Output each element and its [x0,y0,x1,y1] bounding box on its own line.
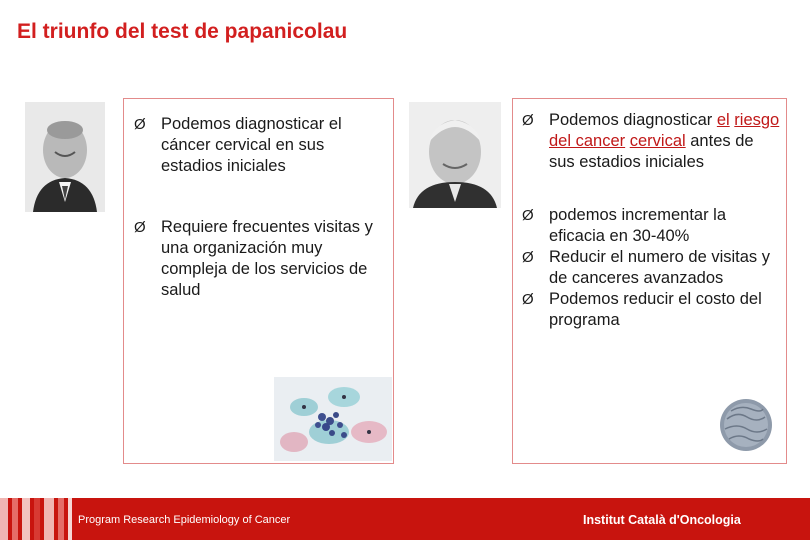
footer-stripe [68,498,72,540]
footer-program-name: Program Research Epidemiology of Cancer [78,514,291,526]
footer-stripe [22,498,30,540]
right-bullet-list [522,110,782,331]
left-bullet-list [134,114,388,301]
left-bullet-1: Ø Podemos diagnosticar el cáncer cervical en sus estadios iniciales [134,115,342,175]
right-bullet-4: Ø Podemos reducir el costo del programa [522,290,762,329]
hpv-virus-image [717,393,775,457]
right-bullet-1: Ø Podemos diagnosticar el riesgo del cancer cervical antes de sus estadios iniciales [522,111,780,171]
arrow-bullet-icon: Ø [522,291,534,308]
right-bullet-3: Ø Reducir el numero de visitas y de canceres avanzados [522,248,771,287]
portrait-papanicolaou [25,102,105,212]
footer-stripe [0,498,8,540]
arrow-bullet-icon: Ø [134,219,146,236]
left-bullet-2: Ø Requiere frecuentes visitas y una organización muy compleja de los servicios de salud [134,218,373,299]
arrow-bullet-icon: Ø [134,116,146,133]
right-bullet-2: Ø podemos incrementar la eficacia en 30-40% [522,206,727,245]
arrow-bullet-icon: Ø [522,207,534,224]
portrait-researcher [409,102,501,208]
arrow-bullet-icon: Ø [522,112,534,129]
pap-smear-micrograph [274,377,392,461]
footer-stripe [12,498,18,540]
arrow-bullet-icon: Ø [522,249,534,266]
footer-stripe [34,498,40,540]
footer-stripe [44,498,54,540]
slide-title: El triunfo del test de papanicolau [17,20,348,43]
footer-stripe [58,498,64,540]
footer-institute-name: Institut Català d'Oncologia [583,513,741,527]
